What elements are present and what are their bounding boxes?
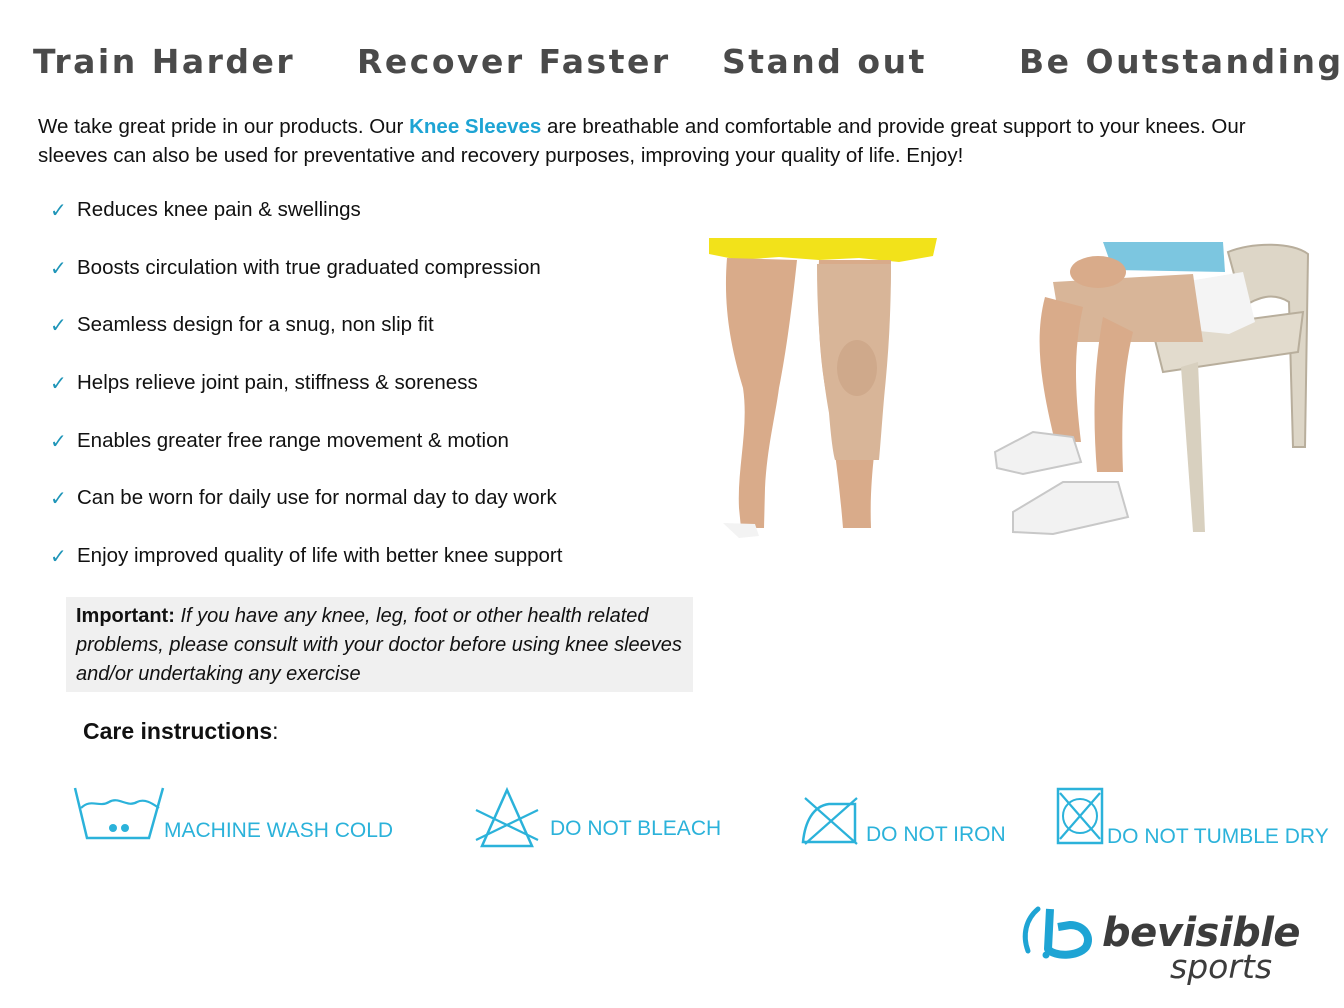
intro-text-end: are breathable and comfortable and provide great support to your knees. Our sleeves can also be used for preventative and recovery purposes, improving your quality of life. Enjoy! [38, 115, 1246, 167]
feature-item [50, 371, 562, 429]
bevisible-sports-logo [1020, 905, 1320, 985]
care-title: Care instructions [83, 718, 273, 744]
feature-item [50, 313, 562, 371]
check-icon: ✓ [50, 198, 67, 222]
logo-text-sub: sports [1170, 947, 1273, 986]
tagline-stand-out: Stand out [722, 42, 927, 81]
tagline-train-harder: Train Harder [33, 42, 296, 81]
check-icon: ✓ [50, 428, 67, 453]
important-label: Important: [76, 605, 175, 627]
feature-item [50, 256, 562, 314]
care-instructions-heading [83, 718, 279, 745]
important-note [66, 597, 693, 692]
crossed-iron-icon [799, 794, 861, 846]
feature-text: Boosts circulation with true graduated compression [77, 255, 541, 279]
check-icon: ✓ [50, 255, 67, 280]
check-icon: ✓ [50, 544, 67, 569]
feature-item [50, 429, 562, 487]
feature-item [50, 544, 562, 602]
feature-text: Helps relieve joint pain, stiffness & soreness [77, 371, 478, 395]
intro-text-start: We take great pride in our products. Our [38, 115, 410, 138]
tagline-recover-faster: Recover Faster [357, 42, 671, 81]
intro-paragraph [38, 112, 1278, 170]
knee-sleeves-highlight: Knee Sleeves [409, 115, 542, 138]
check-icon: ✓ [50, 371, 67, 396]
care-label-no-tumble-dry: DO NOT TUMBLE DRY [1107, 825, 1329, 848]
care-label-no-bleach: DO NOT BLEACH [550, 817, 722, 840]
care-colon: : [272, 718, 279, 744]
crossed-dryer-icon [1056, 787, 1104, 845]
feature-text: Can be worn for daily use for normal day to day work [77, 486, 557, 510]
logo-mark-icon [1020, 905, 1100, 961]
check-icon: ✓ [50, 486, 67, 511]
feature-list [50, 198, 562, 602]
feature-text: Reduces knee pain & swellings [77, 198, 361, 221]
standing-legs-photo [709, 238, 939, 540]
feature-item [50, 486, 562, 544]
tagline-be-outstanding: Be Outstanding [1019, 42, 1344, 81]
check-icon: ✓ [50, 313, 67, 338]
important-text: If you have any knee, leg, foot or other health related problems, please consult with your doctor before using knee sleeves and/or undertaking any exercise [76, 605, 682, 685]
logo-text-main: bevisible [1102, 910, 1301, 956]
care-label-machine-wash: MACHINE WASH COLD [164, 819, 394, 842]
seated-legs-photo [993, 242, 1311, 537]
feature-text: Enables greater free range movement & motion [77, 428, 509, 452]
feature-item [50, 198, 562, 256]
feature-text: Seamless design for a snug, non slip fit [77, 313, 434, 337]
care-label-no-iron: DO NOT IRON [866, 823, 1006, 846]
wash-basin-icon [73, 786, 165, 842]
feature-text: Enjoy improved quality of life with better knee support [77, 544, 563, 568]
crossed-triangle-icon [472, 786, 542, 850]
